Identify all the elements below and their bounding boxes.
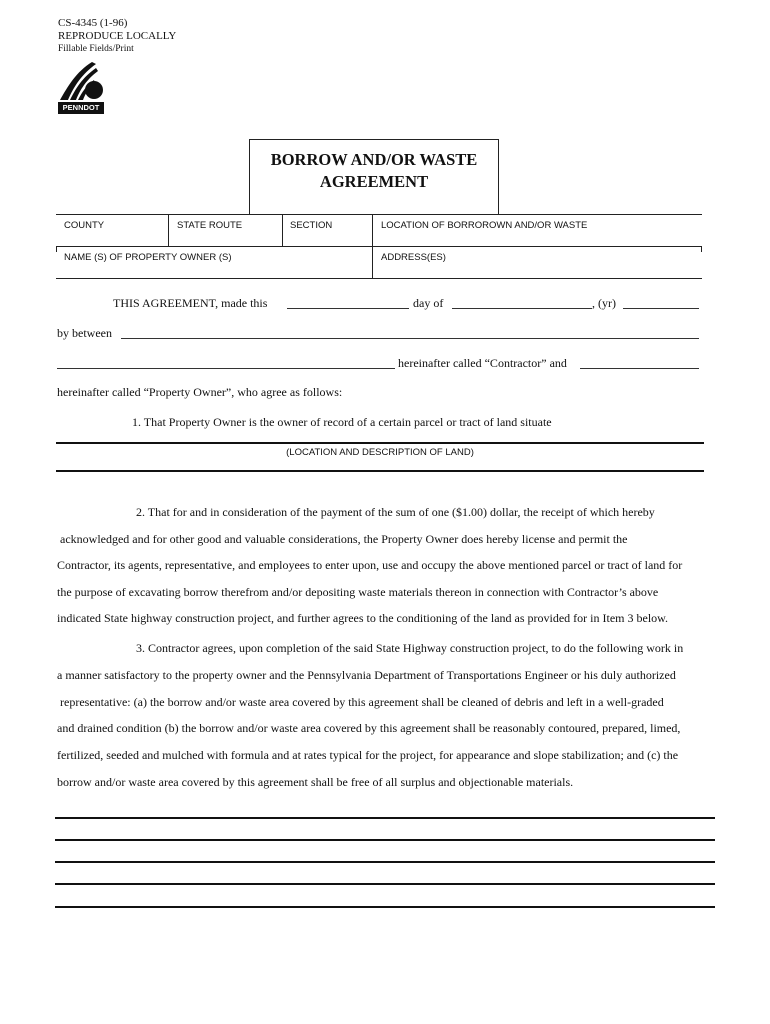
address-field[interactable]: ADDRESS(ES) (381, 252, 446, 263)
title-box-top (250, 139, 498, 140)
grid-middle-line (56, 246, 702, 247)
grid-bottom-line (56, 278, 702, 279)
year-blank[interactable] (623, 308, 699, 309)
writing-line[interactable] (55, 861, 715, 863)
paragraph-2-line-4: the purpose of excavating borrow therefrom and/or depositing waste materials thereon in connection with Contractor’s above (57, 585, 659, 599)
day-of-text: day of (413, 296, 444, 310)
form-title-line1: BORROW AND/OR WASTE (270, 150, 478, 169)
county-field[interactable]: COUNTY (64, 220, 105, 231)
writing-line[interactable] (55, 839, 715, 841)
property-owner-text: hereinafter called “Property Owner”, who agree as follows: (57, 385, 343, 399)
penndot-logo (58, 58, 104, 114)
grid-divider-1 (168, 214, 169, 246)
paragraph-3-line-2: a manner satisfactory to the property owner and the Pennsylvania Department of Transportations Engineer or his duly authorized (57, 668, 676, 682)
item-1-text: 1. That Property Owner is the owner of record of a certain parcel or tract of land situate (132, 415, 552, 429)
location-field[interactable]: LOCATION OF BORROROWN AND/OR WASTE (381, 220, 588, 231)
contractor-text: hereinafter called “Contractor” and (398, 356, 567, 370)
paragraph-2-line-5: indicated State highway construction project, and further agrees to the conditioning of the land as provided for in Item 3 below. (57, 611, 669, 625)
writing-line[interactable] (55, 906, 715, 908)
paragraph-3-line-3: representative: (a) the borrow and/or waste area covered by this agreement shall be cleaned of debris and left in a well-graded (60, 695, 664, 709)
contractor-blank[interactable] (57, 368, 395, 369)
grid-right-tick (701, 246, 702, 252)
writing-line[interactable] (55, 883, 715, 885)
paragraph-2-line-1: 2. That for and in consideration of the payment of the sum of one ($1.00) dollar, the receipt of which hereby (136, 505, 655, 519)
writing-line[interactable] (55, 817, 715, 819)
property-owner-blank[interactable] (580, 368, 699, 369)
paragraph-2-line-3: Contractor, its agents, representative, and employees to enter upon, use and occupy the above mentioned parcel or tract of land for (57, 558, 683, 572)
paragraph-3-line-4: and drained condition (b) the borrow and/or waste area covered by this agreement shall be reasonably contoured, prepared, limed, (57, 721, 681, 735)
state-route-field[interactable]: STATE ROUTE (177, 220, 243, 231)
made-this-text: THIS AGREEMENT, made this (113, 296, 268, 310)
by-between-text: by between (57, 326, 112, 340)
title-box-right (498, 139, 499, 214)
location-line-bottom[interactable] (56, 470, 704, 472)
paragraph-3-line-6: borrow and/or waste area covered by this agreement shall be free of all surplus and objectionable materials. (57, 775, 574, 789)
form-title-line2: AGREEMENT (319, 172, 429, 191)
month-blank[interactable] (452, 308, 592, 309)
paragraph-3-line-1: 3. Contractor agrees, upon completion of the said State Highway construction project, to do the following work in (136, 641, 684, 655)
grid-left-tick (56, 246, 57, 252)
fillable-fields-note: Fillable Fields/Print (58, 44, 134, 54)
location-caption: (LOCATION AND DESCRIPTION OF LAND) (286, 447, 474, 458)
date-day-blank[interactable] (287, 308, 409, 309)
location-line-top[interactable] (56, 442, 704, 444)
paragraph-2-line-2: acknowledged and for other good and valuable considerations, the Property Owner does hereby license and permit the (60, 532, 628, 546)
section-field[interactable]: SECTION (290, 220, 333, 231)
paragraph-3-line-5: fertilized, seeded and mulched with formula and at rates typical for the project, for appearance and slope stabilization; and (c) the (57, 748, 679, 762)
logo-text: PENNDOT (58, 102, 104, 114)
reproduce-locally-note: REPRODUCE LOCALLY (58, 30, 177, 42)
by-between-blank[interactable] (121, 338, 699, 339)
owner-name-field[interactable]: NAME (S) OF PROPERTY OWNER (S) (64, 252, 232, 263)
keystone-logo-icon (58, 58, 104, 102)
grid-top-line (56, 214, 702, 215)
yr-text: , (yr) (592, 296, 616, 310)
form-number: CS-4345 (1-96) (58, 17, 128, 29)
grid-divider-2 (282, 214, 283, 246)
